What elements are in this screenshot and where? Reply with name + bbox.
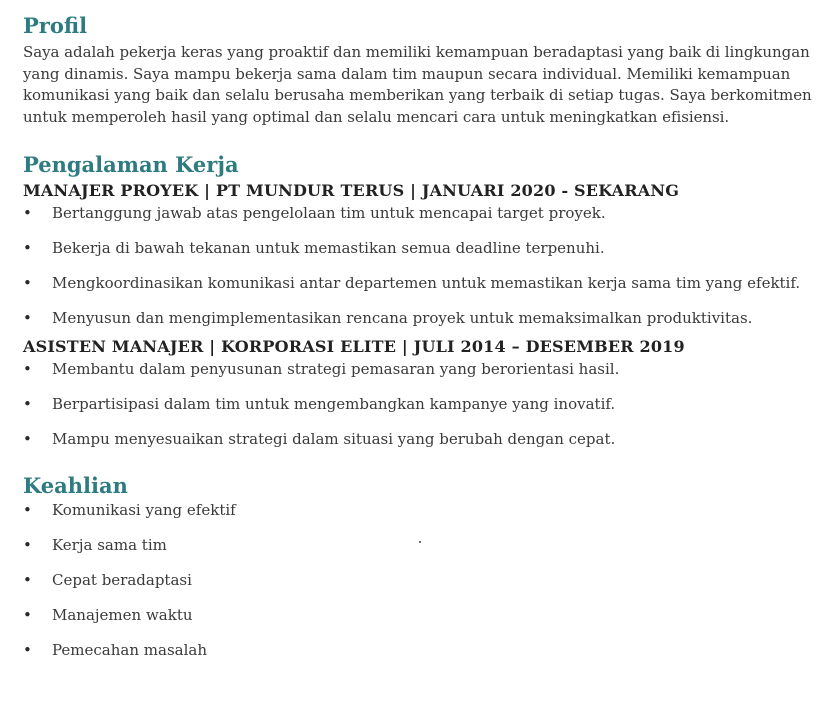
bullet-icon: • <box>23 501 32 519</box>
list-item-text: Mampu menyesuaikan strategi dalam situasi yang berubah dengan cepat. <box>52 430 616 448</box>
list-item-text: Menyusun dan mengimplementasikan rencana proyek untuk memaksimalkan produktivitas. <box>52 309 753 327</box>
list-item-text: Kerja sama tim <box>52 536 167 554</box>
list-item <box>23 500 823 521</box>
list-item-text: Mengkoordinasikan komunikasi antar departemen untuk memastikan kerja sama tim yang efektif. <box>52 274 801 292</box>
list-item <box>23 273 823 294</box>
list-item <box>23 308 823 329</box>
bullet-icon: • <box>23 606 32 624</box>
experience-section <box>23 151 823 450</box>
bullet-icon: • <box>23 239 32 257</box>
list-item-text: Cepat beradaptasi <box>52 571 192 589</box>
list-item <box>23 570 823 591</box>
profile-heading: Profil <box>23 13 88 38</box>
skills-list <box>23 500 823 661</box>
bullet-icon: • <box>23 309 32 327</box>
list-item-text: Bertanggung jawab atas pengelolaan tim untuk mencapai target proyek. <box>52 204 606 222</box>
list-item <box>23 535 823 556</box>
list-item-text: Membantu dalam penyusunan strategi pemasaran yang berorientasi hasil. <box>52 360 620 378</box>
list-item <box>23 238 823 259</box>
job-2-responsibilities <box>23 359 823 450</box>
list-item <box>23 429 823 450</box>
list-item-text: Pemecahan masalah <box>52 641 207 659</box>
list-item-text: Berpartisipasi dalam tim untuk mengembangkan kampanye yang inovatif. <box>52 395 616 413</box>
job-title-1: MANAJER PROYEK | PT MUNDUR TERUS | JANUARI 2020 - SEKARANG <box>23 181 680 200</box>
bullet-icon: • <box>23 395 32 413</box>
bullet-icon: • <box>23 430 32 448</box>
profile-summary: Saya adalah pekerja keras yang proaktif dan memiliki kemampuan beradaptasi yang baik di lingkungan yang dinamis. Saya mampu bekerja sama dalam tim maupun secara individual. Memiliki kemampuan komunikasi yang baik dan selalu berusaha memberikan yang terbaik di setiap tugas. Saya berkomitmen untuk memperoleh hasil yang optimal dan selalu mencari cara untuk meningkatkan efisiensi. <box>23 43 812 126</box>
list-item <box>23 203 823 224</box>
skills-section <box>23 472 823 661</box>
bullet-icon: • <box>23 536 32 554</box>
resume-document <box>23 12 823 675</box>
list-item <box>23 359 823 380</box>
bullet-icon: • <box>23 571 32 589</box>
bullet-icon: • <box>23 360 32 378</box>
skills-heading: Keahlian <box>23 473 128 498</box>
list-item-text: Bekerja di bawah tekanan untuk memastikan semua deadline terpenuhi. <box>52 239 605 257</box>
stray-dot-mark <box>419 541 421 543</box>
bullet-icon: • <box>23 204 32 222</box>
bullet-icon: • <box>23 641 32 659</box>
job-title-2: ASISTEN MANAJER | KORPORASI ELITE | JULI 2014 – DESEMBER 2019 <box>23 337 685 356</box>
job-1-responsibilities <box>23 203 823 329</box>
list-item <box>23 640 823 661</box>
experience-heading: Pengalaman Kerja <box>23 152 239 177</box>
list-item <box>23 605 823 626</box>
bullet-icon: • <box>23 274 32 292</box>
list-item-text: Komunikasi yang efektif <box>52 501 236 519</box>
profile-section <box>23 12 823 128</box>
list-item <box>23 394 823 415</box>
list-item-text: Manajemen waktu <box>52 606 193 624</box>
